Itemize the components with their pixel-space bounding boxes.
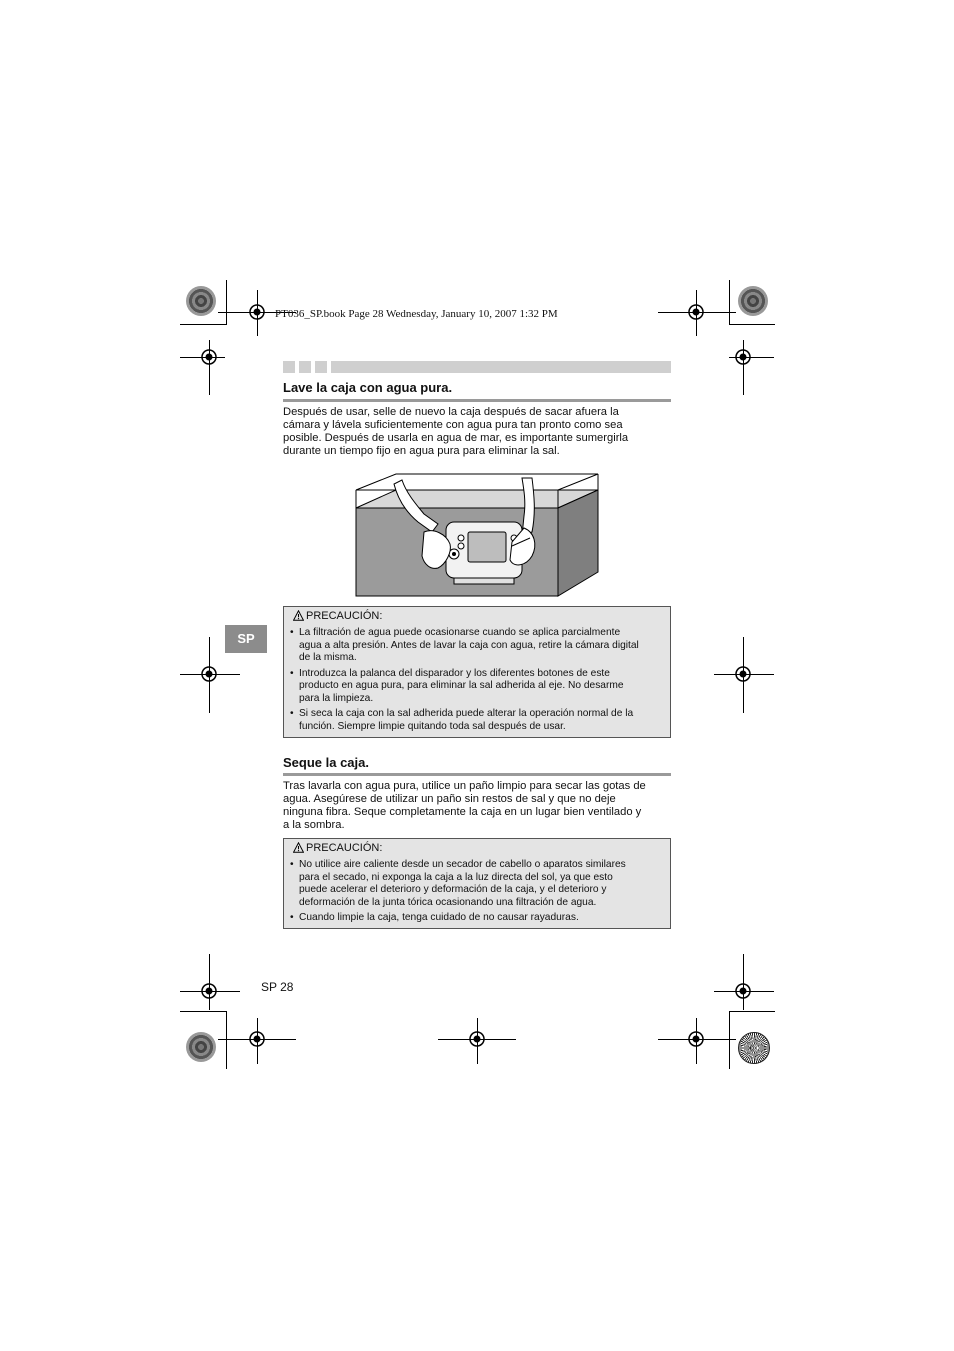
- warning-triangle-icon: [293, 842, 304, 853]
- washing-illustration: [354, 472, 602, 598]
- registration-mark-icon: [194, 659, 224, 689]
- heading-rule: [283, 773, 671, 776]
- section-heading-wash: Lave la caja con agua pura.: [283, 380, 453, 395]
- registration-mark-icon: [194, 976, 224, 1006]
- color-rosette-icon: [738, 286, 768, 316]
- caution-item: • No utilice aire caliente desde un secador de cabello o aparatos similares para el secado, ni exponga la caja a la luz directa del sol, ya que esto puede acelerar el deterioro y deformación de la caja, y el deterioro y deformación de la junta tórica ocasionando una filtración de agua.: [290, 859, 662, 909]
- registration-mark-icon: [728, 342, 758, 372]
- registration-mark-icon: [242, 297, 272, 327]
- caution-item: • Introduzca la palanca del disparador y los diferentes botones de este producto en agua pura, para eliminar la sal adherida al eje. No desarme para la limpieza.: [290, 668, 662, 706]
- registration-mark-icon: [242, 1024, 272, 1054]
- registration-mark-icon: [681, 297, 711, 327]
- section-body-dry: Tras lavarla con agua pura, utilice un paño limpio para secar las gotas de agua. Asegúrese de utilizar un paño sin restos de sal y que no deje ninguna fibra. Seque completamente la caja en un lugar bien ventilado y a la sombra.: [283, 780, 646, 831]
- color-rosette-icon: [186, 286, 216, 316]
- registration-mark-icon: [728, 659, 758, 689]
- caution-box: [283, 606, 671, 738]
- caution-title: PRECAUCIÓN:: [293, 610, 382, 623]
- warning-triangle-icon: [293, 610, 304, 621]
- caution-box: [283, 838, 671, 929]
- caution-item: • La filtración de agua puede ocasionarse cuando se aplica parcialmente agua a alta presión. Antes de lavar la caja con agua, retire la cámara digital de la misma.: [290, 627, 662, 665]
- color-rosette-icon: [738, 1032, 770, 1064]
- registration-mark-icon: [462, 1024, 492, 1054]
- section-heading-dry: Seque la caja.: [283, 755, 369, 770]
- registration-mark-icon: [728, 976, 758, 1006]
- page-number: SP 28: [261, 980, 294, 994]
- registration-mark-icon: [681, 1024, 711, 1054]
- caution-item: • Cuando limpie la caja, tenga cuidado de no causar rayaduras.: [290, 912, 662, 925]
- caution-item: • Si seca la caja con la sal adherida puede alterar la operación normal de la función. Siempre limpie quitando toda sal después de usar.: [290, 708, 662, 733]
- print-file-header: PT036_SP.book Page 28 Wednesday, January 10, 2007 1:32 PM: [275, 308, 558, 320]
- color-rosette-icon: [186, 1032, 216, 1062]
- registration-mark-icon: [194, 342, 224, 372]
- section-body-wash: Después de usar, selle de nuevo la caja después de sacar afuera la cámara y lávela suficientemente con agua pura tan pronto como sea posible. Después de usarla en agua de mar, es importante sumergirla durante un tiempo fijo en agua pura para eliminar la sal.: [283, 406, 629, 457]
- caution-title: PRECAUCIÓN:: [293, 842, 382, 855]
- language-tab: SP: [225, 625, 267, 653]
- section-bar: [283, 361, 671, 373]
- heading-rule: [283, 399, 671, 402]
